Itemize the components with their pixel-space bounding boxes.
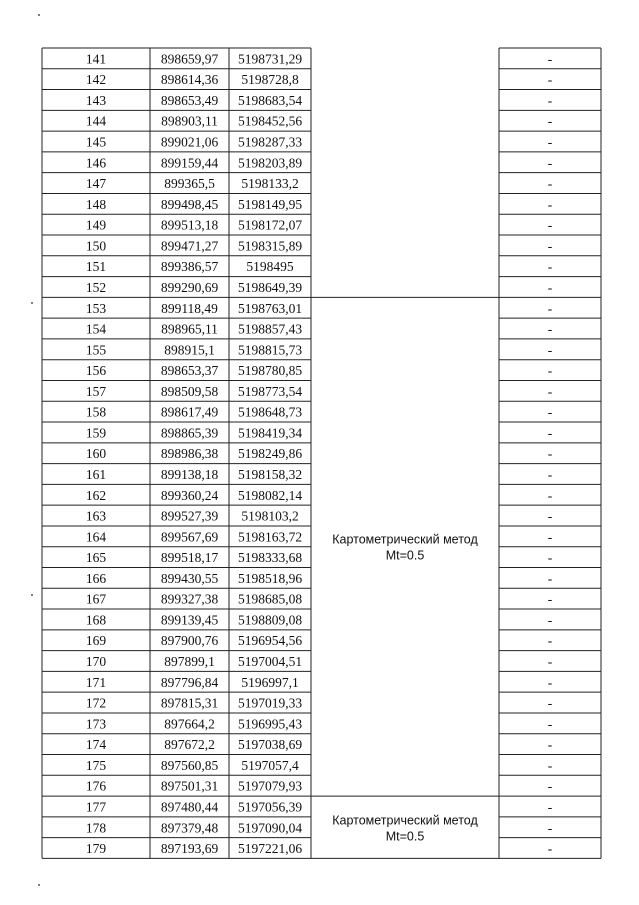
status-mark: - (547, 425, 553, 441)
point-number: 155 (85, 342, 107, 358)
table-row (86, 238, 553, 253)
status-mark: - (547, 51, 553, 67)
table-row (86, 820, 553, 835)
status-mark: - (547, 383, 553, 399)
status-mark: - (547, 737, 553, 753)
status-mark: - (547, 259, 553, 275)
table-row (86, 654, 553, 669)
table-row (86, 155, 553, 170)
table-row (86, 51, 553, 66)
table-row (86, 218, 553, 233)
status-mark: - (547, 612, 553, 628)
status-mark: - (547, 799, 553, 815)
x-coordinate: 899365,5 (164, 176, 215, 192)
x-coordinate: 899498,45 (160, 196, 219, 212)
x-coordinate: 897193,69 (160, 841, 219, 857)
x-coordinate: 897815,31 (160, 695, 219, 711)
y-coordinate: 5197019,33 (237, 695, 303, 711)
x-coordinate: 898614,36 (160, 72, 219, 88)
status-mark: - (547, 300, 553, 316)
y-coordinate: 5198649,39 (237, 279, 303, 295)
point-number: 175 (85, 757, 107, 773)
status-mark: - (547, 72, 553, 88)
x-coordinate: 899567,69 (160, 529, 219, 545)
x-coordinate: 898965,11 (161, 321, 218, 337)
table-row (86, 405, 553, 420)
x-coordinate: 899527,39 (160, 508, 219, 524)
x-coordinate: 897664,2 (164, 716, 215, 732)
table-row (86, 696, 553, 711)
scan-speck (38, 14, 40, 16)
status-mark: - (547, 778, 553, 794)
table-row (86, 322, 553, 337)
x-coordinate: 897796,84 (160, 674, 219, 690)
y-coordinate: 5198773,54 (237, 383, 303, 399)
y-coordinate: 5198315,89 (237, 238, 303, 254)
method-caption: Картометрический метод (332, 813, 478, 828)
table-row (86, 612, 553, 627)
status-mark: - (547, 404, 553, 420)
y-coordinate: 5198815,73 (237, 342, 303, 358)
status-mark: - (547, 654, 553, 670)
x-coordinate: 899118,49 (161, 300, 218, 316)
y-coordinate: 5198103,2 (241, 508, 299, 524)
status-mark: - (547, 550, 553, 566)
table-row (86, 363, 553, 378)
point-number: 177 (85, 799, 107, 815)
x-coordinate: 898617,49 (160, 404, 219, 420)
point-number: 153 (85, 300, 107, 316)
point-number: 144 (85, 113, 107, 129)
point-number: 145 (85, 134, 107, 150)
table-row (86, 301, 553, 316)
point-number: 161 (85, 466, 107, 482)
point-number: 148 (85, 196, 107, 212)
y-coordinate: 5197221,06 (237, 841, 303, 857)
y-coordinate: 5197079,93 (237, 778, 303, 794)
status-mark: - (547, 363, 553, 379)
status-mark: - (547, 633, 553, 649)
y-coordinate: 5197004,51 (237, 654, 303, 670)
table-row (86, 197, 553, 212)
table-row (86, 446, 553, 461)
x-coordinate: 898653,49 (160, 92, 219, 108)
y-coordinate: 5196954,56 (237, 633, 303, 649)
y-coordinate: 5198731,29 (237, 51, 303, 67)
point-number: 170 (85, 654, 107, 670)
point-number: 164 (85, 529, 107, 545)
x-coordinate: 898986,38 (160, 446, 219, 462)
table-row (86, 509, 553, 524)
table-row (86, 529, 553, 544)
status-mark: - (547, 757, 553, 773)
status-mark: - (547, 716, 553, 732)
point-number: 174 (85, 737, 107, 753)
table-row (86, 675, 553, 690)
table-row (86, 758, 553, 773)
y-coordinate: 5198809,08 (237, 612, 303, 628)
y-coordinate: 5198203,89 (237, 155, 303, 171)
point-number: 166 (85, 570, 107, 586)
x-coordinate: 897379,48 (160, 820, 219, 836)
status-mark: - (547, 487, 553, 503)
scan-speck (31, 594, 33, 596)
y-coordinate: 5198158,32 (237, 466, 303, 482)
y-coordinate: 5198648,73 (237, 404, 303, 420)
table-row (86, 633, 553, 648)
y-coordinate: 5198857,43 (237, 321, 303, 337)
y-coordinate: 5197090,04 (237, 820, 303, 836)
table-row (86, 467, 553, 482)
point-number: 154 (85, 321, 107, 337)
x-coordinate: 899138,18 (160, 466, 219, 482)
point-number: 172 (85, 695, 107, 711)
status-mark: - (547, 321, 553, 337)
x-coordinate: 898659,97 (160, 51, 219, 67)
method-caption: Mt=0.5 (385, 829, 425, 844)
status-mark: - (547, 529, 553, 545)
table-row (86, 737, 553, 752)
table-row (86, 384, 553, 399)
x-coordinate: 899159,44 (160, 155, 219, 171)
table-row (86, 571, 553, 586)
x-coordinate: 899139,45 (160, 612, 219, 628)
table-row (86, 259, 553, 274)
x-coordinate: 899518,17 (160, 550, 219, 566)
x-coordinate: 898653,37 (160, 363, 219, 379)
y-coordinate: 5198728,8 (241, 72, 299, 88)
point-number: 143 (85, 92, 107, 108)
status-mark: - (547, 238, 553, 254)
point-number: 151 (85, 259, 107, 275)
x-coordinate: 898903,11 (161, 113, 218, 129)
method-caption: Картометрический метод (332, 532, 478, 547)
x-coordinate: 899386,57 (160, 259, 219, 275)
y-coordinate: 5198333,68 (237, 550, 303, 566)
point-number: 178 (85, 820, 107, 836)
status-mark: - (547, 155, 553, 171)
status-mark: - (547, 134, 553, 150)
point-number: 147 (85, 176, 107, 192)
point-number: 173 (85, 716, 107, 732)
point-number: 142 (85, 72, 107, 88)
y-coordinate: 5198683,54 (237, 92, 303, 108)
point-number: 149 (85, 217, 107, 233)
point-number: 179 (85, 841, 107, 857)
point-number: 146 (85, 155, 107, 171)
point-number: 162 (85, 487, 107, 503)
y-coordinate: 5196995,43 (237, 716, 303, 732)
y-coordinate: 5198452,56 (237, 113, 303, 129)
point-number: 165 (85, 550, 107, 566)
y-coordinate: 5198163,72 (237, 529, 303, 545)
y-coordinate: 5198685,08 (237, 591, 303, 607)
status-mark: - (547, 508, 553, 524)
y-coordinate: 5198780,85 (237, 363, 303, 379)
x-coordinate: 897900,76 (160, 633, 219, 649)
status-mark: - (547, 176, 553, 192)
y-coordinate: 5198518,96 (237, 570, 303, 586)
x-coordinate: 899430,55 (160, 570, 219, 586)
point-number: 176 (85, 778, 107, 794)
y-coordinate: 5198763,01 (237, 300, 303, 316)
y-coordinate: 5196997,1 (241, 674, 299, 690)
status-mark: - (547, 342, 553, 358)
y-coordinate: 5198495 (246, 259, 294, 275)
x-coordinate: 899290,69 (160, 279, 219, 295)
x-coordinate: 899021,06 (160, 134, 219, 150)
y-coordinate: 5198249,86 (237, 446, 303, 462)
y-coordinate: 5197038,69 (237, 737, 303, 753)
point-number: 157 (85, 383, 107, 399)
x-coordinate: 898865,39 (160, 425, 219, 441)
table-row (86, 799, 553, 814)
point-number: 163 (85, 508, 107, 524)
x-coordinate: 899471,27 (160, 238, 219, 254)
status-mark: - (547, 591, 553, 607)
point-number: 171 (85, 674, 107, 690)
status-mark: - (547, 113, 553, 129)
table-row (86, 135, 553, 150)
table-row (86, 425, 553, 440)
status-mark: - (547, 279, 553, 295)
point-number: 167 (85, 591, 107, 607)
status-mark: - (547, 820, 553, 836)
x-coordinate: 899513,18 (160, 217, 219, 233)
status-mark: - (547, 841, 553, 857)
x-coordinate: 897480,44 (160, 799, 219, 815)
x-coordinate: 899360,24 (160, 487, 219, 503)
point-number: 150 (85, 238, 107, 254)
y-coordinate: 5198172,07 (237, 217, 303, 233)
point-number: 168 (85, 612, 107, 628)
point-number: 156 (85, 363, 107, 379)
scan-speck (38, 884, 40, 886)
table-row (86, 841, 553, 856)
point-number: 152 (85, 279, 107, 295)
y-coordinate: 5197056,39 (237, 799, 303, 815)
status-mark: - (547, 695, 553, 711)
x-coordinate: 897501,31 (160, 778, 219, 794)
x-coordinate: 899327,38 (160, 591, 219, 607)
table-row (86, 779, 553, 794)
y-coordinate: 5198149,95 (237, 196, 303, 212)
point-number: 169 (85, 633, 107, 649)
table-row (86, 342, 553, 357)
table-row (86, 592, 553, 607)
table-row (86, 716, 553, 731)
x-coordinate: 898915,1 (164, 342, 215, 358)
x-coordinate: 898509,58 (160, 383, 219, 399)
table-row (86, 72, 553, 87)
status-mark: - (547, 92, 553, 108)
status-mark: - (547, 446, 553, 462)
y-coordinate: 5197057,4 (241, 757, 299, 773)
table-row (86, 93, 553, 108)
x-coordinate: 897672,2 (164, 737, 215, 753)
point-number: 158 (85, 404, 107, 420)
status-mark: - (547, 217, 553, 233)
point-number: 141 (85, 51, 107, 67)
table-row (86, 550, 553, 565)
x-coordinate: 897560,85 (160, 757, 219, 773)
point-number: 160 (85, 446, 107, 462)
x-coordinate: 897899,1 (164, 654, 215, 670)
method-caption: Mt=0.5 (385, 548, 425, 563)
status-mark: - (547, 466, 553, 482)
table-row (86, 176, 553, 191)
y-coordinate: 5198133,2 (241, 176, 299, 192)
y-coordinate: 5198082,14 (237, 487, 303, 503)
point-number: 159 (85, 425, 107, 441)
table-row (86, 488, 553, 503)
status-mark: - (547, 674, 553, 690)
table-row (86, 280, 553, 295)
scan-speck (31, 302, 33, 304)
y-coordinate: 5198419,34 (237, 425, 303, 441)
y-coordinate: 5198287,33 (237, 134, 303, 150)
status-mark: - (547, 570, 553, 586)
status-mark: - (547, 196, 553, 212)
table-row (86, 114, 553, 129)
